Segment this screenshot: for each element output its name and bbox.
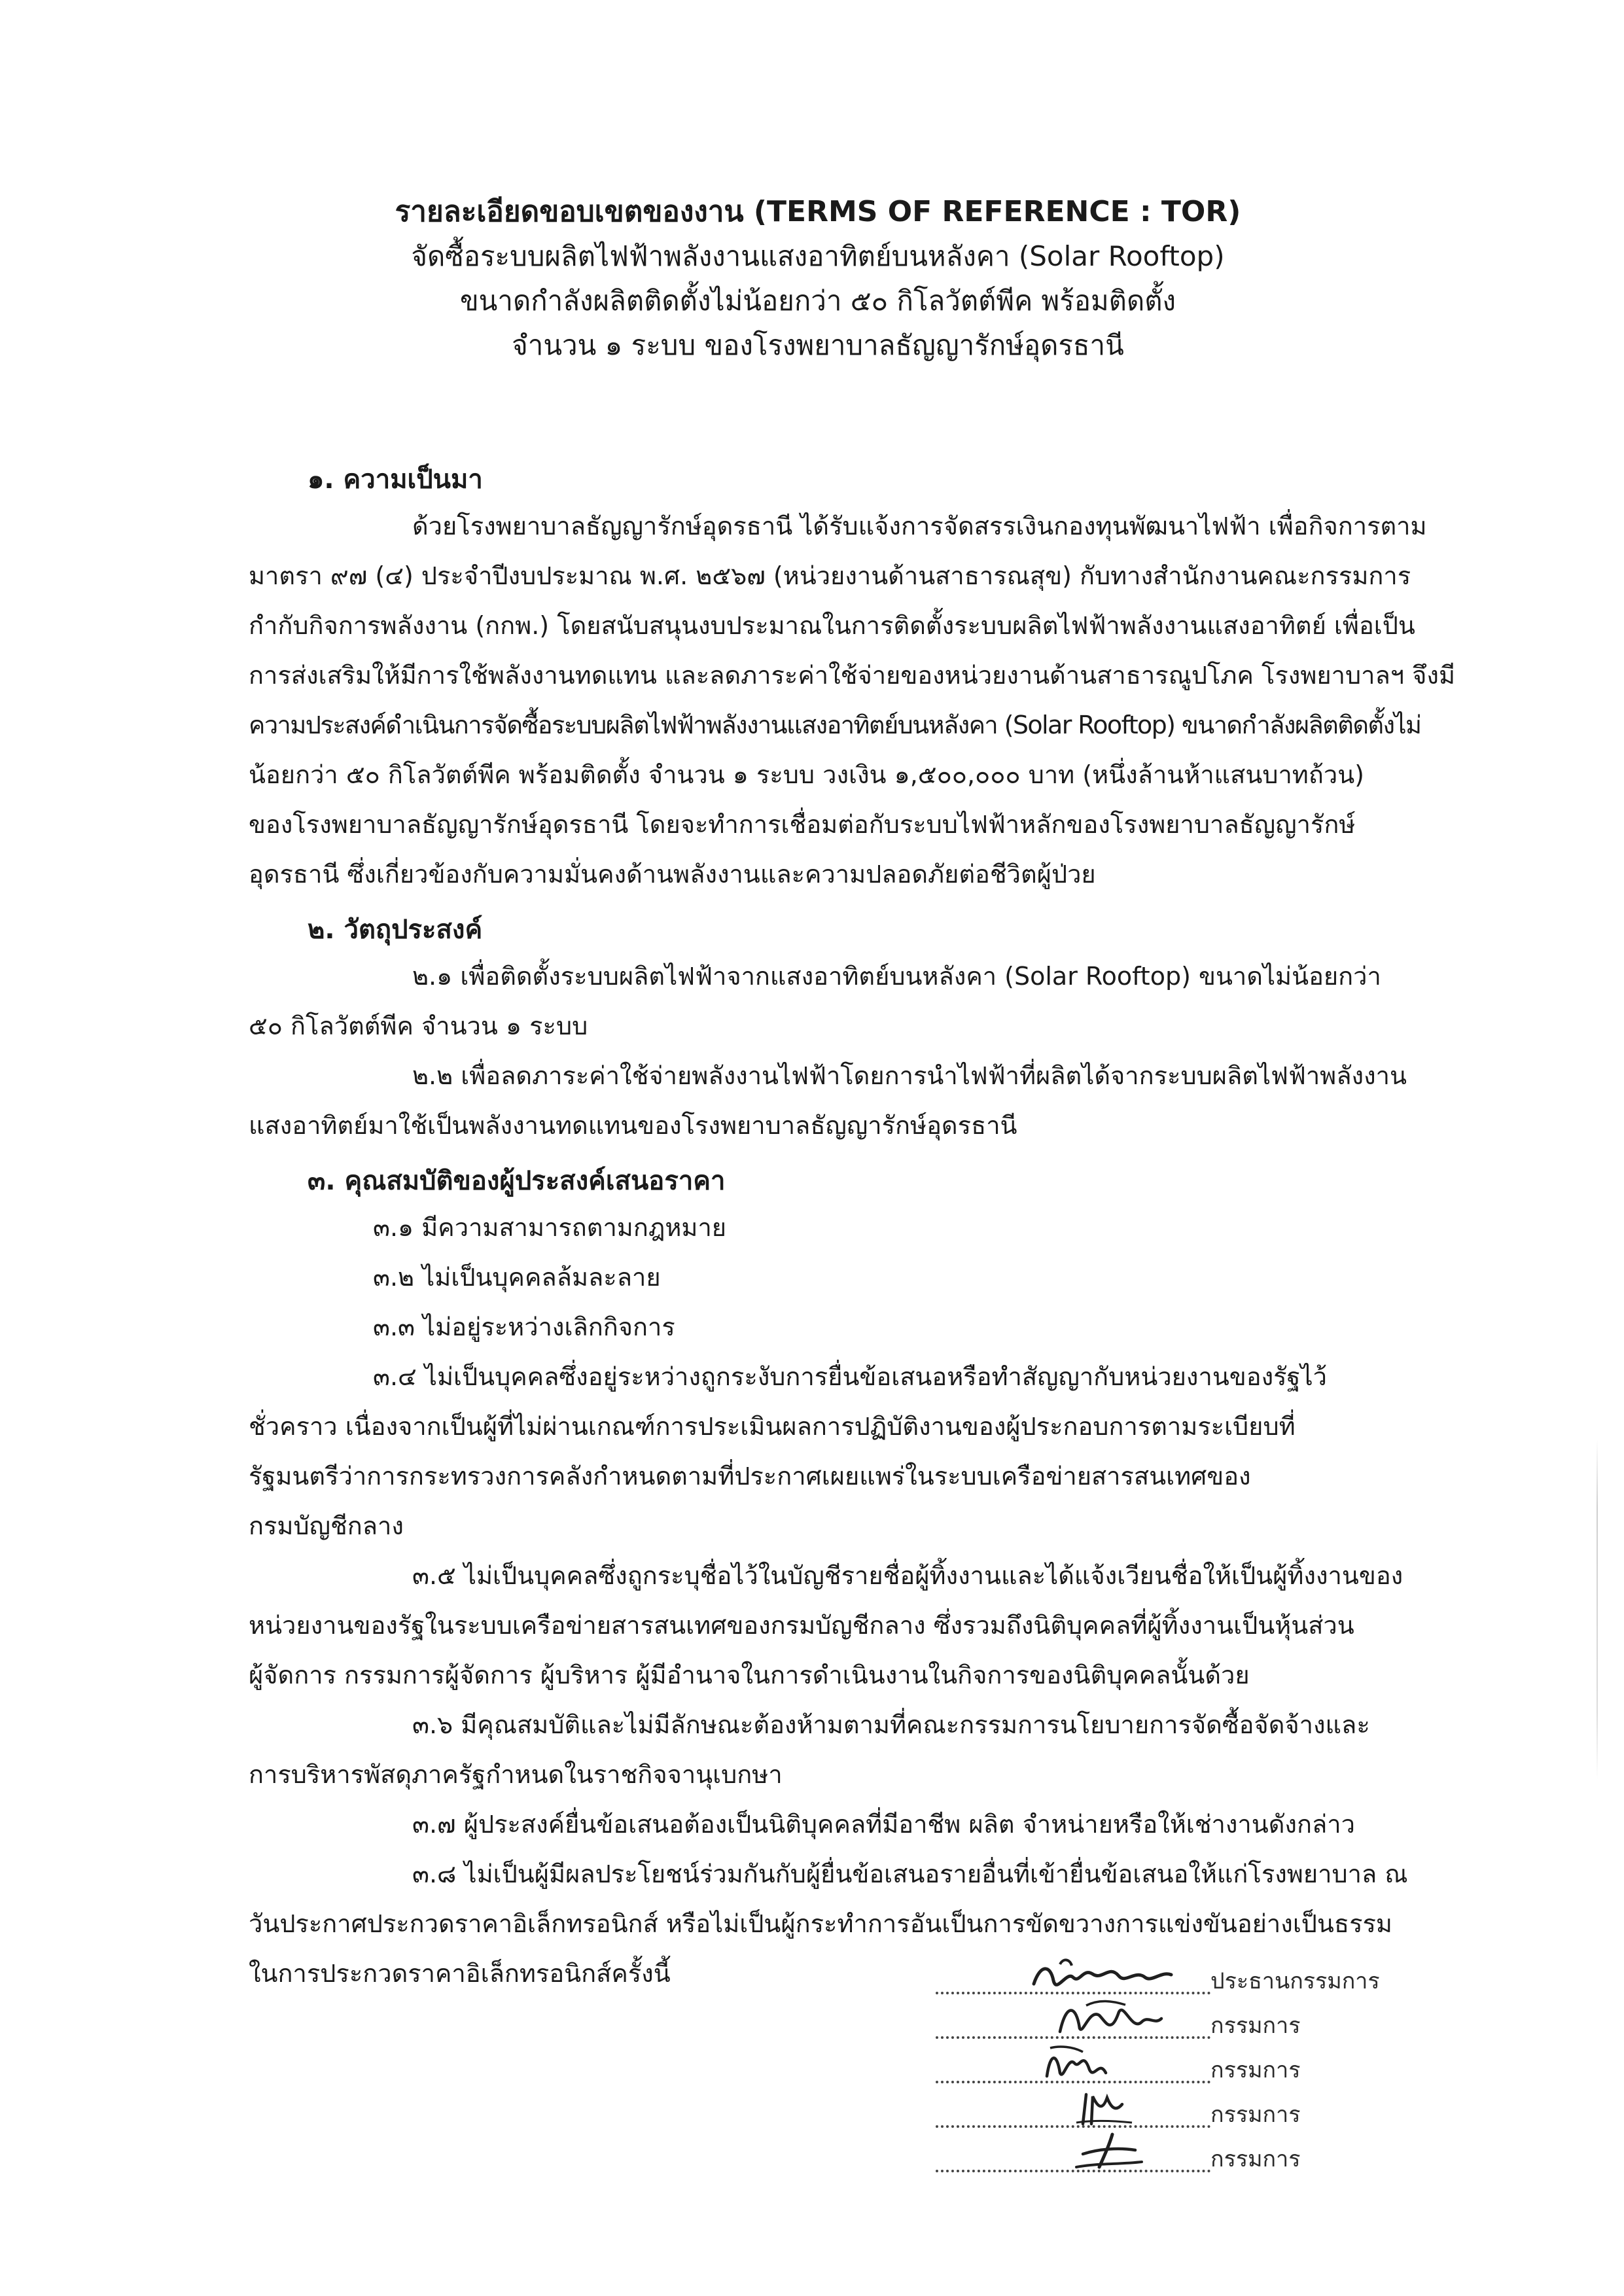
paragraph-line: ในการประกวดราคาอิเล็กทรอนิกส์ครั้งนี้ <box>249 1959 671 1988</box>
list-item: ๓.๒ ไม่เป็นบุคคลล้มละลาย <box>373 1263 661 1292</box>
signature-role: กรรมการ <box>1210 2013 1301 2039</box>
paragraph-line: อุดรธานี ซึ่งเกี่ยวข้องกับความมั่นคงด้านพลังงานและความปลอดภัยต่อชีวิตผู้ป่วย <box>249 860 1096 889</box>
paragraph-line: รัฐมนตรีว่าการกระทรวงการคลังกำหนดตามที่ประกาศเผยแพร่ในระบบเครือข่ายสารสนเทศของ <box>249 1462 1251 1491</box>
paragraph-line: ๕๐ กิโลวัตต์พีค จำนวน ๑ ระบบ <box>249 1012 588 1040</box>
section-2-item-1 <box>249 951 1439 1051</box>
paragraph-line: ๒.๑ เพื่อติดตั้งระบบผลิตไฟฟ้าจากแสงอาทิตย์บนหลังคา (Solar Rooftop) ขนาดไม่น้อยกว่า <box>412 962 1381 991</box>
section-2-heading: ๒. วัตถุประสงค์ <box>308 915 483 945</box>
list-item: ๓.๓ ไม่อยู่ระหว่างเลิกกิจการ <box>373 1313 675 1341</box>
signature-row <box>936 1956 1433 2001</box>
handwritten-signature-5 <box>1021 2129 1184 2175</box>
signature-line <box>936 2081 1210 2083</box>
list-item: ๓.๑ มีความสามารถตามกฎหมาย <box>373 1213 727 1242</box>
paragraph-line: ผู้จัดการ กรรมการผู้จัดการ ผู้บริหาร ผู้มีอำนาจในการดำเนินงานในกิจการของนิติบุคคลนั้นด้วย <box>249 1661 1250 1689</box>
paragraph-line: ๓.๘ ไม่เป็นผู้มีผลประโยชน์ร่วมกันกับผู้ยื่นข้อเสนอรายอื่นที่เข้ายื่นข้อเสนอให้แก่โรงพยาบาล ณ <box>412 1860 1408 1888</box>
signature-line <box>936 2170 1210 2172</box>
document-title: รายละเอียดขอบเขตของงาน (TERMS OF REFERENCE : TOR) <box>395 195 1241 228</box>
paragraph-line: การบริหารพัสดุภาครัฐกำหนดในราชกิจจานุเบกษา <box>249 1760 783 1789</box>
paragraph-line: ชั่วคราว เนื่องจากเป็นผู้ที่ไม่ผ่านเกณฑ์การประเมินผลการปฏิบัติงานของผู้ประกอบการตามระเบียบที่ <box>249 1412 1296 1441</box>
paragraph-line: กำกับกิจการพลังงาน (กกพ.) โดยสนับสนุนงบประมาณในการติดตั้งระบบผลิตไฟฟ้าพลังงานแสงอาทิตย์ เพื่อเป็น <box>249 611 1415 640</box>
section-3-items <box>249 1203 1439 1998</box>
signature-role: กรรมการ <box>1210 2057 1301 2083</box>
paragraph-line: กรมบัญชีกลาง <box>249 1511 404 1540</box>
handwritten-signature-4 <box>1021 2085 1184 2130</box>
section-3-heading: ๓. คุณสมบัติของผู้ประสงค์เสนอราคา <box>308 1166 726 1196</box>
paragraph-line: ๓.๔ ไม่เป็นบุคคลซึ่งอยู่ระหว่างถูกระงับการยื่นข้อเสนอหรือทำสัญญากับหน่วยงานของรัฐไว้ <box>373 1362 1327 1391</box>
signature-row <box>936 2045 1433 2090</box>
paragraph-line: วันประกาศประกวดราคาอิเล็กทรอนิกส์ หรือไม่เป็นผู้กระทำการอันเป็นการขัดขวางการแข่งขันอย่างเป็นธรรม <box>249 1909 1392 1938</box>
paragraph-line: ของโรงพยาบาลธัญญารักษ์อุดรธานี โดยจะทำการเชื่อมต่อกับระบบไฟฟ้าหลักของโรงพยาบาลธัญญารักษ์ <box>249 810 1356 839</box>
signature-line <box>936 2036 1210 2039</box>
document-body <box>249 458 1456 1998</box>
document-title-block <box>196 190 1439 368</box>
paragraph-line: ความประสงค์ดำเนินการจัดซื้อระบบผลิตไฟฟ้าพลังงานแสงอาทิตย์บนหลังคา (Solar Rooftop) ขนาดกำลังผลิตติดตั้งไม่ <box>249 711 1421 739</box>
paragraph-line: หน่วยงานของรัฐในระบบเครือข่ายสารสนเทศของกรมบัญชีกลาง ซึ่งรวมถึงนิติบุคคลที่ผู้ทิ้งงานเป็นหุ้นส่วน <box>249 1611 1354 1640</box>
signature-role: ประธานกรรมการ <box>1210 1968 1380 1994</box>
paragraph-line: การส่งเสริมให้มีการใช้พลังงานทดแทน และลดภาระค่าใช้จ่ายของหน่วยงานด้านสาธารณูปโภค โรงพยาบาลฯ จึงมี <box>249 661 1456 690</box>
paragraph-line: แสงอาทิตย์มาใช้เป็นพลังงานทดแทนของโรงพยาบาลธัญญารักษ์อุดรธานี <box>249 1111 1017 1140</box>
handwritten-signature-2 <box>1021 1996 1184 2041</box>
signature-role: กรรมการ <box>1210 2102 1301 2128</box>
document-subtitle-1: จัดซื้อระบบผลิตไฟฟ้าพลังงานแสงอาทิตย์บนหลังคา (Solar Rooftop) <box>411 240 1225 272</box>
paragraph-line: ๓.๖ มีคุณสมบัติและไม่มีลักษณะต้องห้ามตามที่คณะกรรมการนโยบายการจัดซื้อจัดจ้างและ <box>412 1710 1370 1739</box>
signature-line <box>936 1992 1210 1994</box>
document-subtitle-2: ขนาดกำลังผลิตติดตั้งไม่น้อยกว่า ๕๐ กิโลวัตต์พีค พร้อมติดตั้ง <box>459 285 1176 317</box>
signature-row <box>936 2001 1433 2045</box>
handwritten-signature-3 <box>1021 2040 1184 2086</box>
paragraph-line: น้อยกว่า ๕๐ กิโลวัตต์พีค พร้อมติดตั้ง จำนวน ๑ ระบบ วงเงิน ๑,๕๐๐,๐๐๐ บาท (หนึ่งล้านห้าแสนบาทถ้วน) <box>249 760 1364 789</box>
signature-line <box>936 2125 1210 2128</box>
paragraph-line: ๓.๕ ไม่เป็นบุคคลซึ่งถูกระบุชื่อไว้ในบัญชีรายชื่อผู้ทิ้งงานและได้แจ้งเวียนชื่อให้เป็นผู้ทิ้งงานของ <box>412 1561 1403 1590</box>
section-1-heading: ๑. ความเป็นมา <box>308 465 483 495</box>
paragraph-line: ๒.๒ เพื่อลดภาระค่าใช้จ่ายพลังงานไฟฟ้าโดยการนำไฟฟ้าที่ผลิตได้จากระบบผลิตไฟฟ้าพลังงาน <box>412 1061 1407 1090</box>
list-item: ๓.๗ ผู้ประสงค์ยื่นข้อเสนอต้องเป็นนิติบุคคลที่มีอาชีพ ผลิต จำหน่ายหรือให้เช่างานดังกล่าว <box>412 1810 1355 1839</box>
handwritten-signature-1 <box>1021 1951 1184 1997</box>
section-1-paragraph <box>249 501 1456 899</box>
signature-row <box>936 2090 1433 2134</box>
signature-row <box>936 2134 1433 2179</box>
signature-block <box>936 1956 1433 2179</box>
scan-edge-mark <box>1597 1439 1598 1780</box>
paragraph-line: ด้วยโรงพยาบาลธัญญารักษ์อุดรธานี ได้รับแจ้งการจัดสรรเงินกองทุนพัฒนาไฟฟ้า เพื่อกิจการตาม <box>412 512 1427 540</box>
signature-role: กรรมการ <box>1210 2146 1301 2172</box>
paragraph-line: มาตรา ๙๗ (๔) ประจำปีงบประมาณ พ.ศ. ๒๕๖๗ (หน่วยงานด้านสาธารณสุข) กับทางสำนักงานคณะกรรมการ <box>249 561 1411 590</box>
document-subtitle-3: จำนวน ๑ ระบบ ของโรงพยาบาลธัญญารักษ์อุดรธานี <box>512 329 1124 361</box>
section-2-item-2 <box>249 1051 1439 1150</box>
